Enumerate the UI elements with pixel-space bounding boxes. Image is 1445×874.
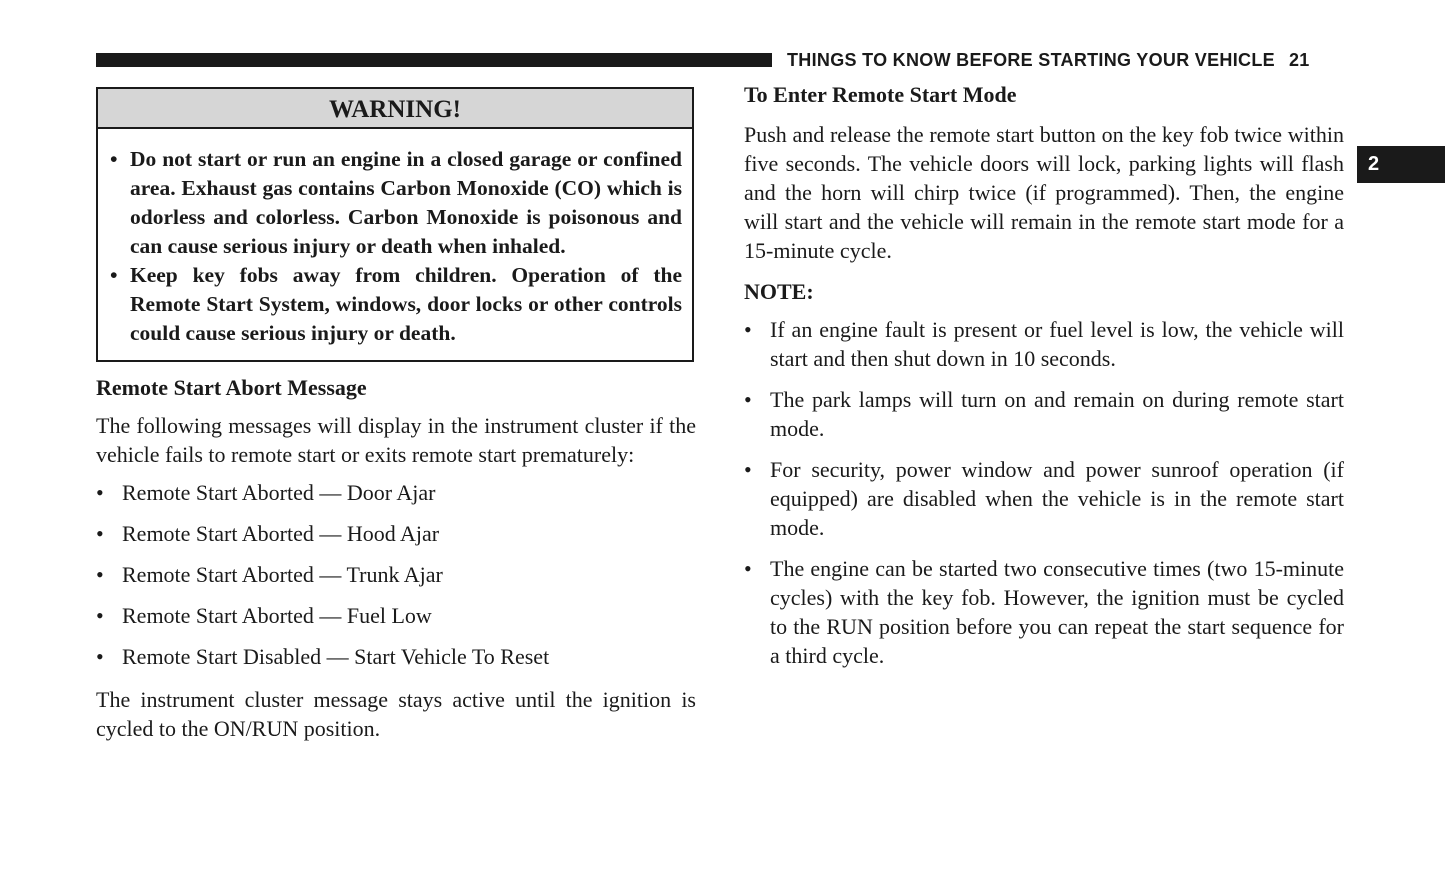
bullet-icon: • xyxy=(744,556,752,581)
abort-message: Remote Start Aborted — Hood Ajar xyxy=(122,521,440,546)
header-rule xyxy=(96,53,772,67)
bullet-icon: • xyxy=(110,263,118,287)
bullet-icon: • xyxy=(744,317,752,342)
bullet-icon: • xyxy=(744,387,752,412)
abort-intro: The following messages will display in the instrument cluster if the vehicle fails to remote start or exits remote start prematurely: xyxy=(96,413,696,467)
bullet-icon: • xyxy=(96,521,104,546)
note-list xyxy=(744,315,1344,670)
list-item xyxy=(96,478,696,507)
abort-message: Remote Start Aborted — Door Ajar xyxy=(122,480,436,505)
list-item xyxy=(96,560,696,589)
list-item xyxy=(96,642,696,671)
list-item xyxy=(744,554,1344,670)
warning-title: WARNING! xyxy=(98,89,692,129)
abort-message: Remote Start Aborted — Trunk Ajar xyxy=(122,562,443,587)
bullet-icon: • xyxy=(96,562,104,587)
right-column xyxy=(744,82,1344,670)
list-item xyxy=(96,519,696,548)
chapter-tab: 2 xyxy=(1357,146,1445,183)
abort-message-list xyxy=(96,478,696,671)
list-item xyxy=(744,385,1344,443)
warning-body xyxy=(98,129,692,360)
list-item xyxy=(744,455,1344,542)
list-item xyxy=(96,601,696,630)
bullet-icon: • xyxy=(110,147,118,171)
abort-message: Remote Start Disabled — Start Vehicle To Reset xyxy=(122,644,550,669)
left-column xyxy=(96,87,696,743)
note-text: For security, power window and power sunroof operation (if equipped) are disabled when the vehicle is in the remote start mode. xyxy=(770,457,1344,540)
list-item xyxy=(744,315,1344,373)
bullet-icon: • xyxy=(744,457,752,482)
note-text: The engine can be started two consecutive times (two 15-minute cycles) with the key fob. However, the ignition must be cycled to the RUN position before you can repeat the start sequence for a third cycle. xyxy=(770,556,1344,668)
note-text: If an engine fault is present or fuel level is low, the vehicle will start and then shut down in 10 seconds. xyxy=(770,317,1344,371)
abort-message: Remote Start Aborted — Fuel Low xyxy=(122,603,432,628)
bullet-icon: • xyxy=(96,480,104,505)
note-text: The park lamps will turn on and remain on during remote start mode. xyxy=(770,387,1344,441)
bullet-icon: • xyxy=(96,603,104,628)
warning-text: Keep key fobs away from children. Operation of the Remote Start System, windows, door locks or other controls could cause serious injury or death. xyxy=(130,263,682,345)
enter-body: Push and release the remote start button on the key fob twice within five seconds. The vehicle doors will lock, parking lights will flash and the horn will chirp twice (if programmed). Then, the engine will start and the vehicle will remain in the remote start mode for a 15-minute cycle. xyxy=(744,122,1344,263)
warning-item xyxy=(110,145,682,261)
warning-text: Do not start or run an engine in a closed garage or confined area. Exhaust gas contains Carbon Monoxide (CO) which is odorless and colorless. Carbon Monoxide is poisonous and can cause serious injury or death when inhaled. xyxy=(130,147,682,258)
header-title: THINGS TO KNOW BEFORE STARTING YOUR VEHICLE xyxy=(787,50,1275,70)
page-number: 21 xyxy=(1288,50,1310,70)
warning-box xyxy=(96,87,694,362)
abort-closing: The instrument cluster message stays active until the ignition is cycled to the ON/RUN position. xyxy=(96,687,696,741)
enter-heading: To Enter Remote Start Mode xyxy=(744,82,1017,107)
running-header xyxy=(787,50,1347,71)
note-label: NOTE: xyxy=(744,279,814,304)
bullet-icon: • xyxy=(96,644,104,669)
warning-item xyxy=(110,261,682,348)
abort-heading: Remote Start Abort Message xyxy=(96,375,367,400)
